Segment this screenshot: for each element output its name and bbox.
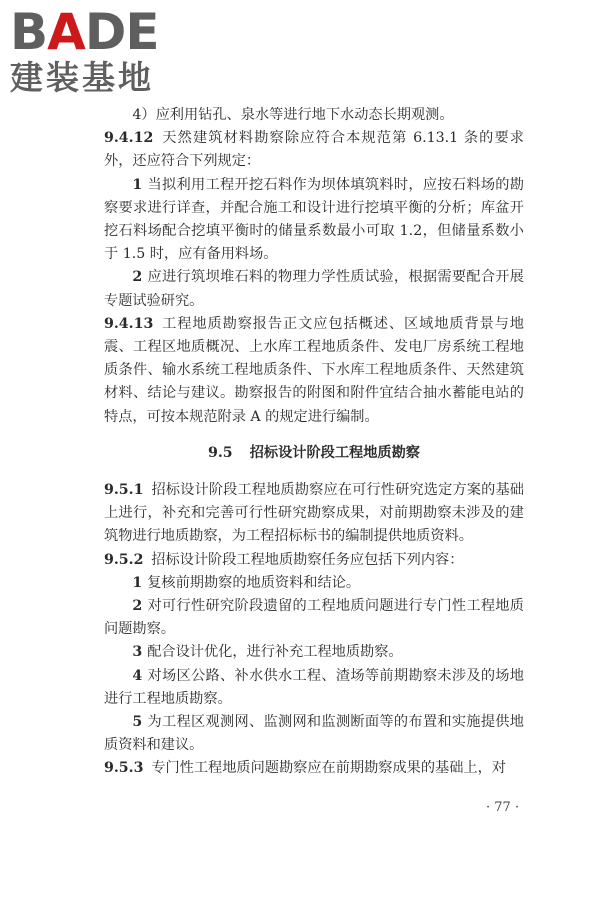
logo-subtitle: 建装基地 <box>10 58 154 97</box>
page-body <box>104 104 524 781</box>
page-number: · 77 · <box>486 800 520 815</box>
item-number: 1 <box>132 574 143 591</box>
clause-number: 9.4.13 <box>104 315 154 332</box>
logo-wordmark: BADE <box>10 3 159 61</box>
item-number: 2 <box>132 598 143 615</box>
item-number: 2 <box>132 269 143 286</box>
clause-9-5-2: 9.5.2 招标设计阶段工程地质勘察任务应包括下列内容： <box>104 551 464 568</box>
list-item: 2 应进行筑坝堆石料的物理力学性质试验，根据需要配合开展专题试验研究。 <box>104 269 524 309</box>
list-item: 4）应利用钻孔、泉水等进行地下水动态长期观测。 <box>132 107 454 123</box>
clause-9-4-13: 9.4.13 工程地质勘察报告正文应包括概述、区域地质背景与地震、工程区地质概况、上水库工程地质条件、发电厂房系统工程地质条件、输水系统工程地质条件、下水库工程地质条件、天然建筑材料、结论与建议。勘察报告的附图和附件宜结合抽水蓄能电站的特点，可按本规范附录 A 的规定进行编制。 <box>104 315 524 425</box>
section-title: 招标设计阶段工程地质勘察 <box>249 444 420 461</box>
clause-number: 9.5.3 <box>104 760 144 777</box>
list-item: 2 对可行性研究阶段遗留的工程地质问题进行专门性工程地质问题勘察。 <box>104 598 524 638</box>
clause-9-4-12: 9.4.12 天然建筑材料勘察除应符合本规范第 6.13.1 条的要求外，还应符合下列规定： <box>104 130 524 170</box>
clause-9-5-1: 9.5.1 招标设计阶段工程地质勘察应在可行性研究选定方案的基础上进行，补充和完善可行性研究勘察成果，对前期勘察未涉及的建筑物进行地质勘察，为工程招标标书的编制提供地质资料。 <box>104 482 524 545</box>
list-item: 5 为工程区观测网、监测网和监测断面等的布置和实施提供地质资料和建议。 <box>104 714 524 754</box>
section-number: 9.5 <box>208 444 233 461</box>
list-item: 3 配合设计优化，进行补充工程地质勘察。 <box>132 644 403 661</box>
item-number: 1 <box>132 176 143 193</box>
list-item: 4 对场区公路、补水供水工程、渣场等前期勘察未涉及的场地进行工程地质勘察。 <box>104 667 524 707</box>
item-number: 3 <box>132 644 143 661</box>
bade-logo <box>6 2 176 102</box>
clause-number: 9.5.2 <box>104 551 144 568</box>
item-number: 4 <box>132 667 143 684</box>
clause-number: 9.4.12 <box>104 130 154 147</box>
section-heading <box>104 442 524 465</box>
list-item: 1 当拟利用工程开挖石料作为坝体填筑料时，应按石料场的勘察要求进行详查，并配合施工和设计进行挖填平衡的分析；库盆开挖石料场配合挖填平衡时的储量系数最小可取 1.2，但储量系数小于 1.5 时，应有备用料场。 <box>104 176 524 263</box>
list-item: 1 复核前期勘察的地质资料和结论。 <box>132 574 361 591</box>
clause-number: 9.5.1 <box>104 482 144 499</box>
item-number: 5 <box>132 714 143 731</box>
clause-9-5-3: 9.5.3 专门性工程地质问题勘察应在前期勘察成果的基础上，对 <box>104 760 506 777</box>
